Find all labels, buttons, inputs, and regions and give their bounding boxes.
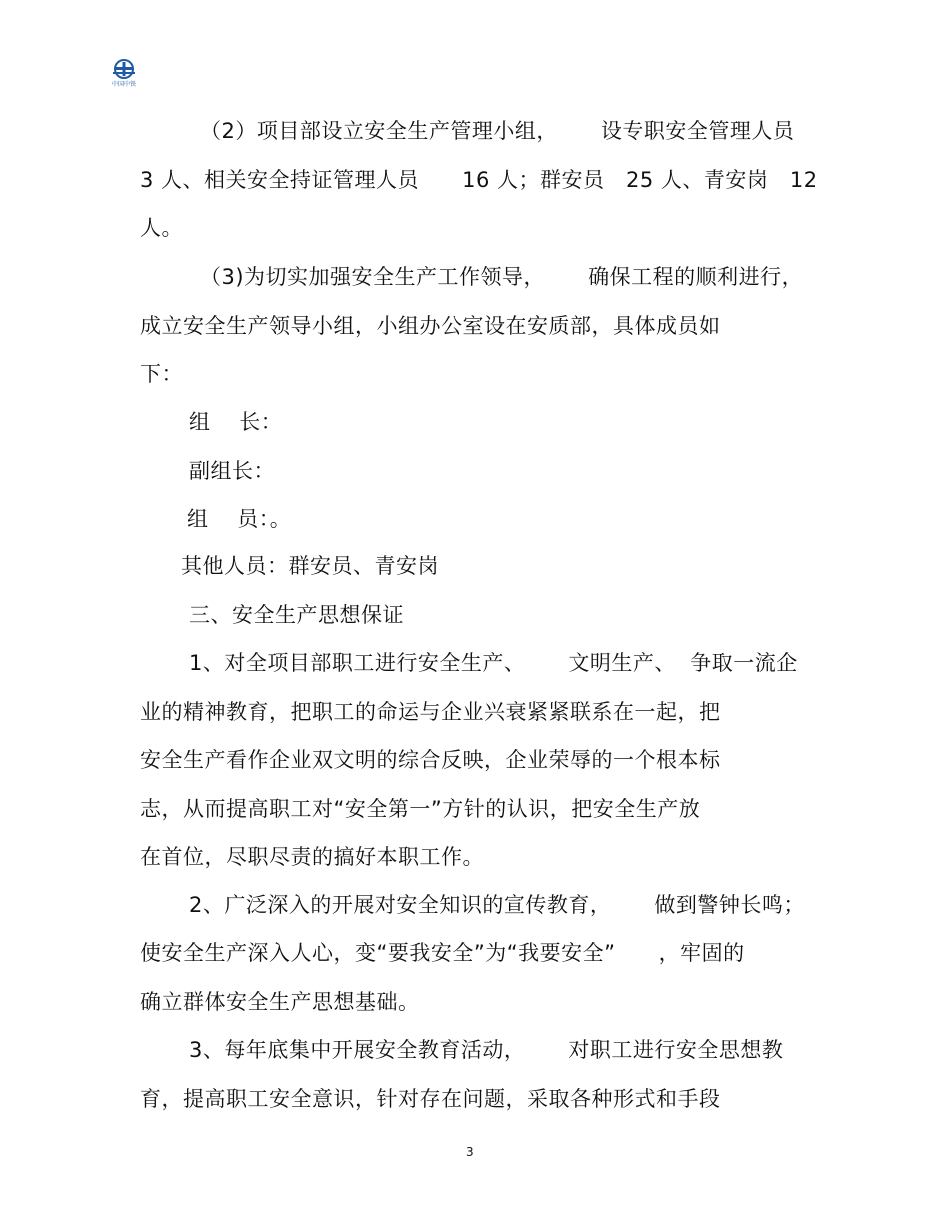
body-line: 成立安全生产领导小组，小组办公室设在安质部，具体成员如: [140, 314, 721, 338]
body-line: 3、每年底集中开展安全教育活动， 对职工进行安全思想教: [189, 1038, 784, 1062]
body-line: 安全生产看作企业双文明的综合反映，企业荣辱的一个根本标: [140, 748, 721, 772]
body-line: 使安全生产深入人心，变“要我安全”为“我要安全” ，牢固的: [140, 941, 745, 965]
other-staff-label: 其他人员：群安员、青安岗: [181, 554, 439, 578]
body-line: 3 人、相关安全持证管理人员 16 人；群安员 25 人、青安岗 12: [140, 168, 818, 192]
page-number: 3: [466, 1145, 474, 1159]
body-line: 在首位，尽职尽责的搞好本职工作。: [140, 845, 484, 869]
body-line: 人。: [140, 216, 183, 240]
body-line: 育，提高职工安全意识，针对存在问题，采取各种形式和手段: [140, 1087, 721, 1111]
logo-text: 中国中铁: [111, 81, 137, 88]
body-line: 1、对全项目部职工进行安全生产、 文明生产、 争取一流企: [189, 651, 798, 675]
leader-label: 组 长：: [189, 410, 283, 434]
member-label: 组 员：。: [187, 507, 292, 531]
body-line: （2）项目部设立安全生产管理小组， 设专职安全管理人员: [200, 119, 795, 143]
body-line: 业的精神教育，把职工的命运与企业兴衰紧紧联系在一起，把: [140, 700, 721, 724]
company-logo: [107, 58, 141, 88]
body-line: （3)为切实加强安全生产工作领导， 确保工程的顺利进行，: [200, 265, 804, 289]
section-heading: 三、安全生产思想保证: [189, 603, 404, 627]
body-line: 2、广泛深入的开展对安全知识的宣传教育， 做到警钟长鸣；: [189, 893, 805, 917]
deputy-leader-label: 副组长：: [189, 459, 275, 483]
body-line: 志，从而提高职工对“安全第一”方针的认识，把安全生产放: [140, 797, 701, 821]
body-line: 确立群体安全生产思想基础。: [140, 990, 420, 1014]
body-line: 下：: [140, 362, 183, 386]
